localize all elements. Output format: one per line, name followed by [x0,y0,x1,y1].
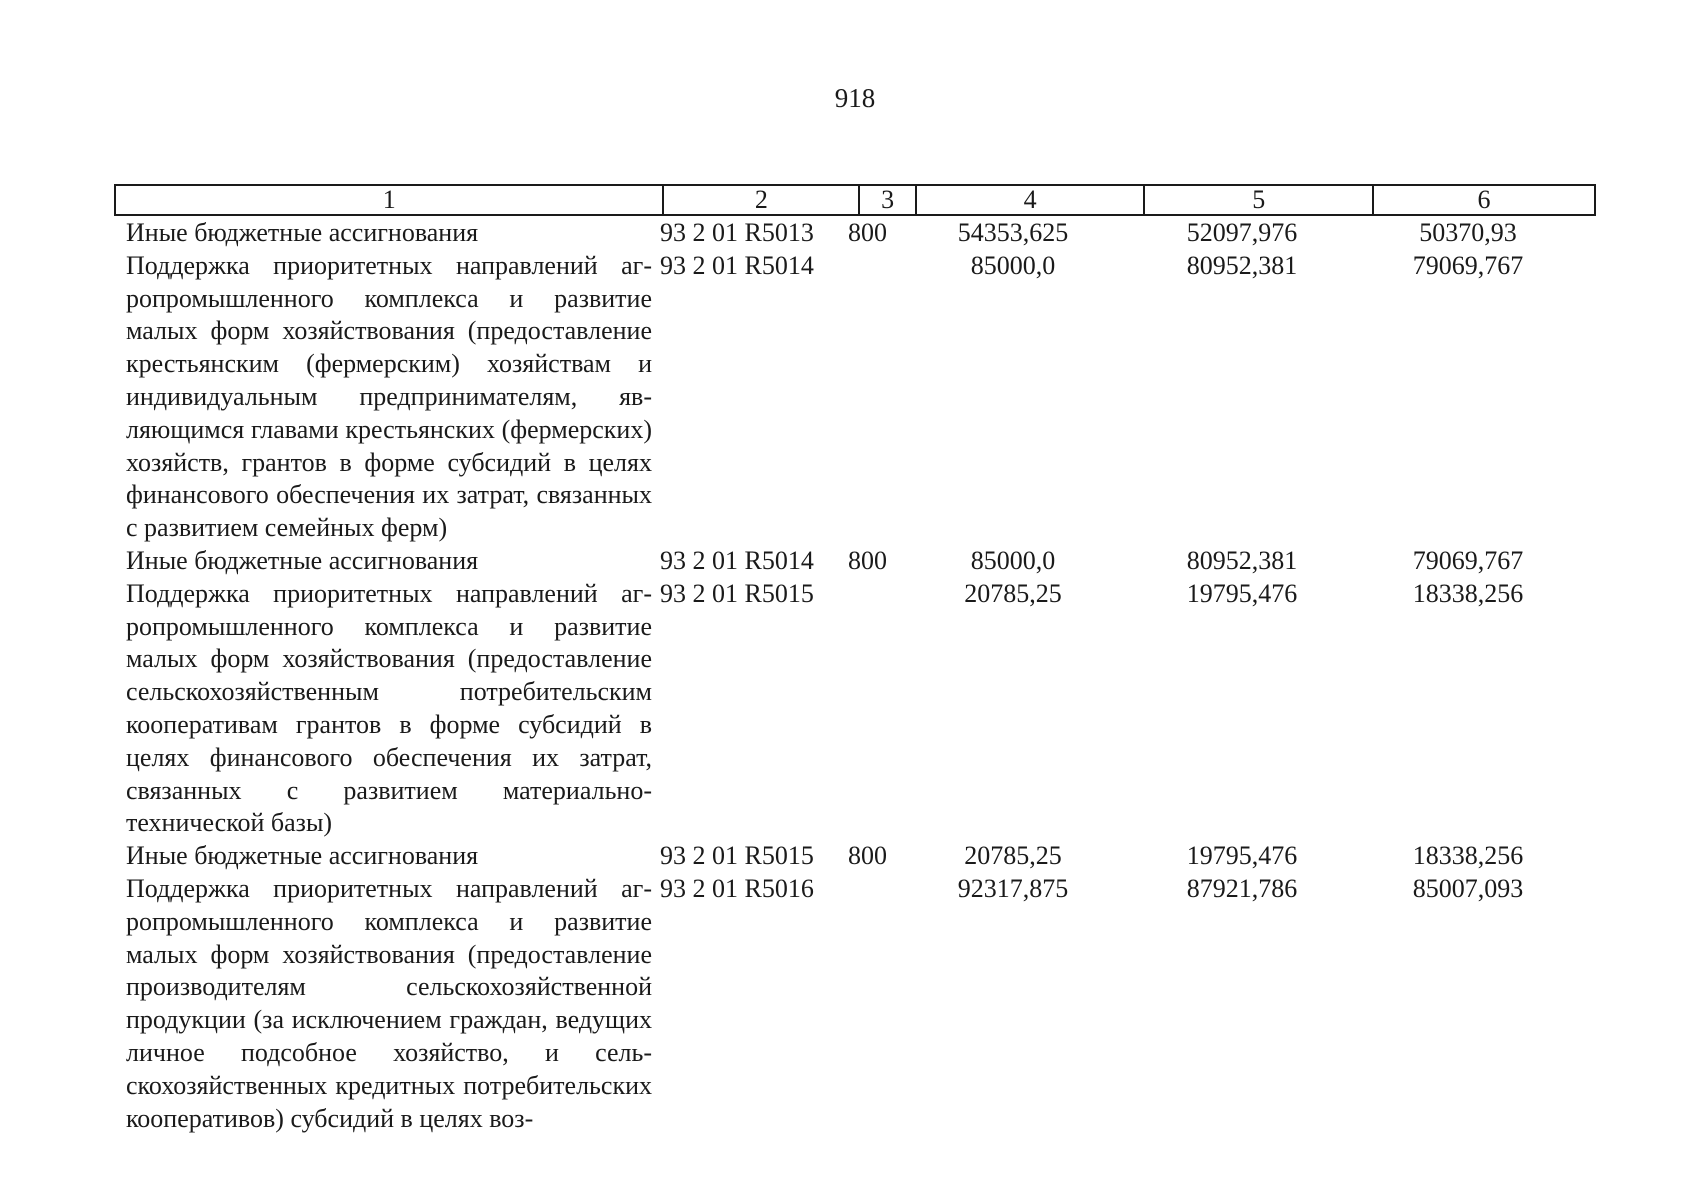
row-value-5: 80952,381 [1186,545,1298,575]
table-body [126,217,1606,1135]
row-type: 800 [848,841,887,871]
row-value-4: 92317,875 [957,873,1069,903]
table-header [114,184,1596,216]
row-value-4: 85000,0 [970,250,1056,280]
table-row [126,578,1606,840]
row-value-6: 85007,093 [1412,873,1524,903]
row-value-6: 18338,256 [1412,841,1524,871]
row-value-5: 80952,381 [1186,250,1298,280]
column-header-3: 3 [859,185,916,215]
row-name: Иные бюджетные ассигнования [126,545,479,575]
column-header-2: 2 [663,185,859,215]
row-code: 93 2 01 R5013 [660,218,814,247]
row-code: 93 2 01 R5014 [660,545,814,575]
row-value-6: 50370,93 [1419,218,1517,247]
row-value-4: 20785,25 [964,841,1062,871]
table-row [126,250,1606,545]
row-name: Поддержка приоритетных направлений агропромышленного комплекса и развитие малых форм хозяйствования (предоставление производителям сельскохозяйственной продукции (за исключением граждан, ведущих личное подсобное хозяйство, и сельскохозяйственных кредитных потребительских кооперативов) субсидий в целях воз- [126,873,652,1133]
table-row [126,545,1606,578]
row-value-4: 20785,25 [964,578,1062,608]
column-header-6: 6 [1373,185,1595,215]
column-header-1: 1 [115,185,663,215]
row-name: Поддержка приоритетных направлений агропромышленного комплекса и развитие малых форм хозяйствования (предоставление сельскохозяйственным потребительским кооперативам грантов в форме субсидий в целях финансового обеспечения их затрат, связанных с развитием материально-технической базы) [126,578,652,838]
page-number: 918 [834,83,876,113]
row-name: Поддержка приоритетных направлений агропромышленного комплекса и развитие малых форм хозяйствования (предоставление крестьянским (фермерским) хозяйствам и индивидуальным предпринимателям, являющимся главами крестьянских (фермерских) хозяйств, грантов в форме субсидий в целях финансового обеспечения их затрат, связанных с развитием семейных ферм) [126,250,652,543]
row-code: 93 2 01 R5016 [660,873,814,903]
table-row [126,873,1606,1135]
row-value-4: 54353,625 [957,218,1069,247]
column-header-4: 4 [916,185,1145,215]
row-code: 93 2 01 R5015 [660,841,814,871]
table-row [126,840,1606,873]
row-code: 93 2 01 R5014 [660,250,814,280]
row-value-5: 19795,476 [1186,841,1298,871]
table-row [126,217,1606,250]
column-header-5: 5 [1144,185,1373,215]
row-value-6: 18338,256 [1412,578,1524,608]
row-value-6: 79069,767 [1412,250,1524,280]
row-value-5: 87921,786 [1186,873,1298,903]
row-value-4: 85000,0 [970,545,1056,575]
row-value-6: 79069,767 [1412,545,1524,575]
row-value-5: 52097,976 [1186,218,1298,247]
header-row [115,185,1595,215]
row-code: 93 2 01 R5015 [660,578,814,608]
row-type: 800 [848,545,887,575]
row-name: Иные бюджетные ассигнования [126,218,479,247]
row-value-5: 19795,476 [1186,578,1298,608]
row-type: 800 [848,218,887,247]
row-name: Иные бюджетные ассигнования [126,841,479,871]
